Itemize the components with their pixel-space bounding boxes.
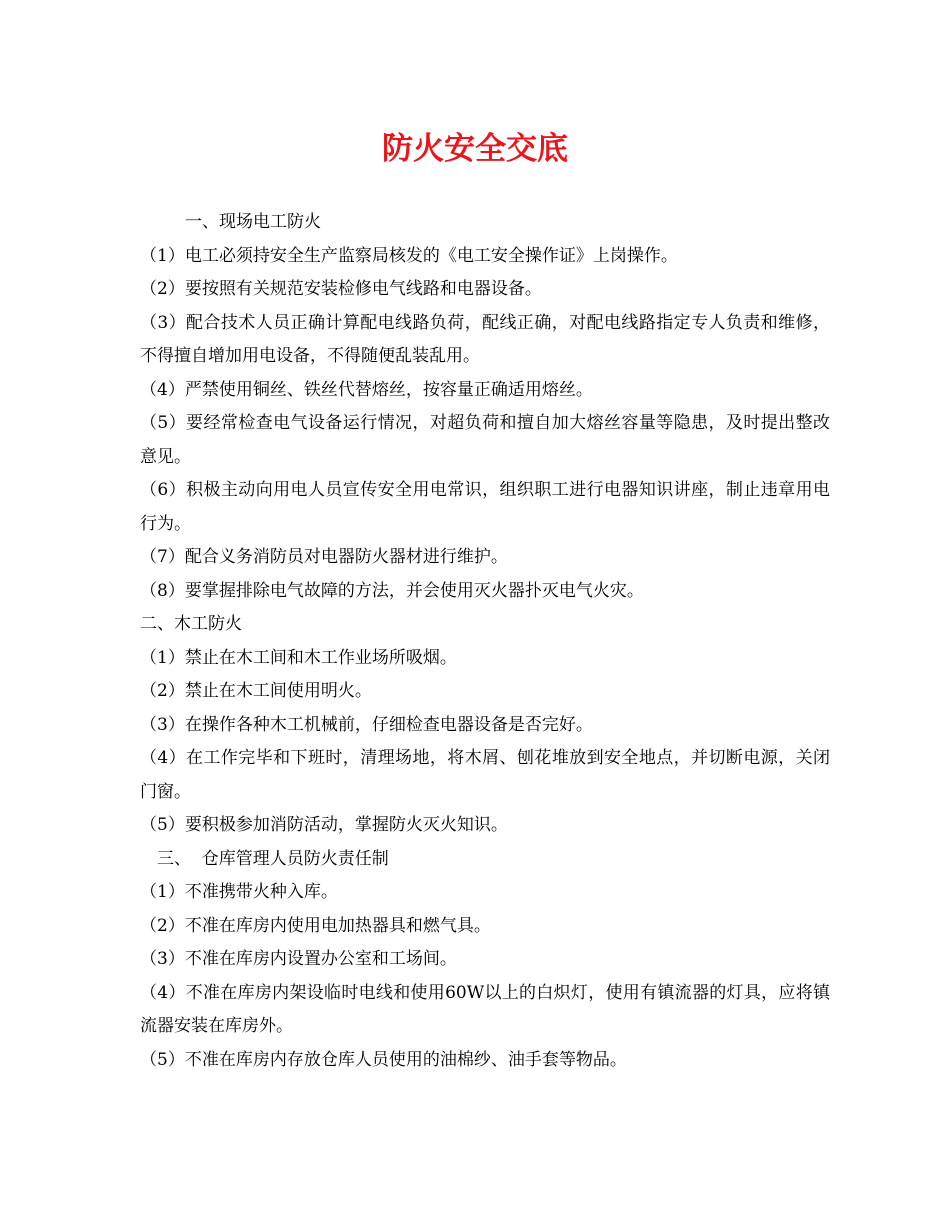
section-heading-warehouse: 三、 仓库管理人员防火责任制 — [157, 848, 389, 869]
list-item: （4）在工作完毕和下班时，清理场地，将木屑、刨花堆放到安全地点，并切断电源，关闭门窗。 — [140, 748, 830, 802]
list-item: （4）严禁使用铜丝、铁丝代替熔丝，按容量正确适用熔丝。 — [140, 379, 593, 400]
list-item: （5）要经常检查电气设备运行情况，对超负荷和擅自加大熔丝容量等隐患，及时提出整改意见。 — [140, 413, 830, 467]
section-heading-electrician: 一、现场电工防火 — [185, 212, 321, 232]
list-item: （7）配合义务消防员对电器防火器材进行维护。 — [140, 547, 508, 567]
document-title: 防火安全交底 — [382, 131, 568, 167]
list-item: （2）禁止在木工间使用明火。 — [140, 681, 372, 701]
list-item: （1）不准携带火种入库。 — [140, 882, 338, 902]
section-heading-carpentry: 二、木工防火 — [140, 614, 242, 634]
document-body — [140, 206, 830, 1077]
list-item: （3）不准在库房内设置办公室和工场间。 — [140, 949, 457, 969]
list-item: （5）要积极参加消防活动，掌握防火灭火知识。 — [140, 815, 508, 835]
list-item: （5）不准在库房内存放仓库人员使用的油棉纱、油手套等物品。 — [140, 1049, 627, 1070]
list-item: （6）积极主动向用电人员宣传安全用电常识，组织职工进行电器知识讲座，制止违章用电行为。 — [140, 480, 830, 534]
list-item: （4）不准在库房内架设临时电线和使用60W以上的白炽灯，使用有镇流器的灯具，应将镇流器安装在库房外。 — [140, 982, 830, 1036]
list-item: （3）配合技术人员正确计算配电线路负荷，配线正确，对配电线路指定专人负责和维修，不得擅自增加用电设备，不得随便乱装乱用。 — [140, 312, 830, 366]
list-item: （8）要掌握排除电气故障的方法，并会使用灭火器扑灭电气火灾。 — [140, 580, 644, 601]
list-item: （3）在操作各种木工机械前，仔细检查电器设备是否完好。 — [140, 714, 593, 735]
list-item: （2）要按照有关规范安装检修电气线路和电器设备。 — [140, 279, 542, 299]
list-item: （1）电工必须持安全生产监察局核发的《电工安全操作证》上岗操作。 — [140, 245, 678, 266]
list-item: （1）禁止在木工间和木工作业场所吸烟。 — [140, 647, 457, 668]
list-item: （2）不准在库房内使用电加热器具和燃气具。 — [140, 915, 491, 936]
